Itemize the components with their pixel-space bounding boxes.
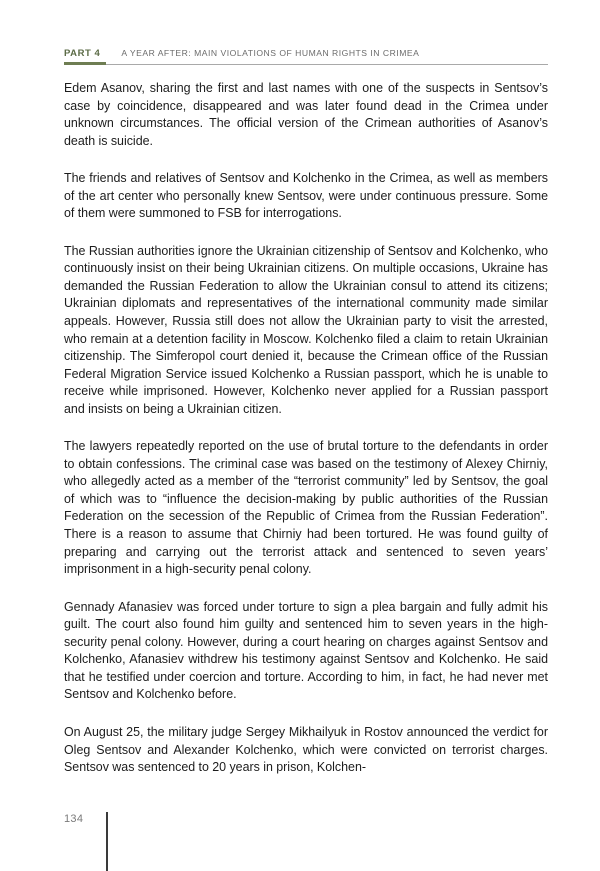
footer-vertical-rule: [106, 812, 108, 871]
running-title: A YEAR AFTER: MAIN VIOLATIONS OF HUMAN RIGHTS IN CRIMEA: [121, 48, 420, 58]
body-text-column: [64, 80, 548, 777]
paragraph: Gennady Afanasiev was forced under torture to sign a plea bargain and fully admit his guilt. The court also found him guilty and sentenced him to seven years in the high-security penal colony. However, during a court hearing on charges against Sentsov and Kolchenko, Afanasiev withdrew his testimony against Sentsov and Kolchenko. He said that he testified under coercion and torture. According to him, in fact, he had never met Sentsov and Kolchenko before.: [64, 599, 548, 702]
paragraph: The lawyers repeatedly reported on the use of brutal torture to the defendants in order to obtain confessions. The criminal case was based on the testimony of Alexey Chirniy, who allegedly acted as a member of the “terrorist community” led by Sentsov, the goal of which was to “influence the decision-making by public authorities of the Russian Federation on the secession of the Republic of Crimea from the Russian Federation”. There is a reason to assume that Chirniy had been tortured. He was found guilty of preparing and carrying out the terrorist attack and sentenced to seven years’ imprisonment in a high-security penal colony.: [64, 439, 548, 577]
header-accent-rule: [64, 62, 106, 65]
paragraph: The Russian authorities ignore the Ukrainian citizenship of Sentsov and Kolchenko, who continuously insist on their being Ukrainian citizens. On multiple occasions, Ukraine has demanded the Russian Federation to allow the Ukrainian consul to attend its citizens; Ukrainian diplomats and representatives of the international community made similar appeals. However, Russia still does not allow the Ukrainian party to visit the arrested, who remain at a detention facility in Moscow. Kolchenko filed a claim to retain Ukrainian citizenship. The Simferopol court denied it, because the Crimean office of the Russian Federal Migration Service issued Kolchenko a Russian passport, which he is unable to receive while imprisoned. However, Kolchenko never applied for a Russian passport and insists on being a Ukrainian citizen.: [64, 243, 548, 416]
part-label: PART 4: [64, 47, 101, 59]
paragraph: Edem Asanov, sharing the first and last names with one of the suspects in Sentsov’s case by coincidence, disappeared and was later found dead in the Crimea under unknown circumstances. The official version of the Crimean authorities of Asanov’s death is suicide.: [64, 81, 548, 148]
paragraph: The friends and relatives of Sentsov and Kolchenko in the Crimea, as well as members of the art center who personally knew Sentsov, were under continuous pressure. Some of them were summoned to FSB for interrogations.: [64, 171, 548, 221]
page-number: 134: [64, 813, 84, 825]
header-rule: [64, 64, 548, 65]
running-header: [64, 44, 548, 62]
paragraph: On August 25, the military judge Sergey Mikhailyuk in Rostov announced the verdict for Oleg Sentsov and Alexander Kolchenko, which were convicted on terrorist charges. Sentsov was sentenced to 20 years in prison, Kolchen-: [64, 724, 548, 775]
